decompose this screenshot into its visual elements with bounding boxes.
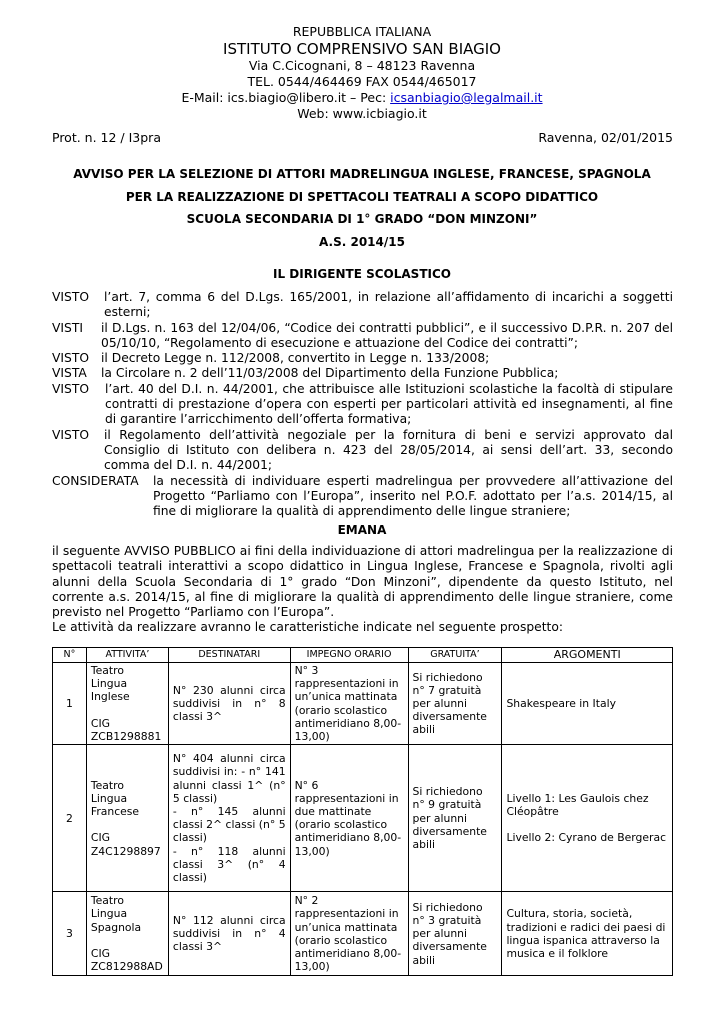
premise-keyword: VISTO xyxy=(52,290,90,304)
notice-intro: Le attività da realizzare avranno le caratteristiche indicate nel seguente prospetto: xyxy=(52,620,564,635)
notice-title xyxy=(0,166,724,256)
table-row xyxy=(53,745,673,892)
dirigente-heading: IL DIRIGENTE SCOLASTICO xyxy=(273,267,451,281)
premise-keyword: CONSIDERATA xyxy=(52,473,139,488)
col-header-gratuita: GRATUITA’ xyxy=(408,648,502,663)
republic-line: REPUBBLICA ITALIANA xyxy=(292,24,432,39)
table-header-row xyxy=(53,648,673,663)
cell-destinatari: N° 112 alunni circa suddivisi in n° 4 classi 3^ xyxy=(168,892,290,976)
cell-attivita: Teatro Lingua Francese CIG Z4C1298897 xyxy=(86,745,168,892)
notice-paragraph: il seguente AVVISO PUBBLICO ai fini della individuazione di attori madrelingua per la realizzazione di spettacoli teatrali interattivi a scopo didattico in Lingua Inglese, Francese e Spagnola, rivolti agli alunni della Scuola Secondaria di 1° grado “Don Minzoni”, dipendente da questo Istituto, nel corrente a.s. 2014/15, al fine di migliorare la qualità di apprendimento delle lingue straniere, come previsto nel Progetto “Parliamo con l’Europa”. xyxy=(52,544,673,620)
letterhead xyxy=(0,24,724,122)
premise-item xyxy=(52,351,673,366)
col-header-argomenti: ARGOMENTI xyxy=(502,648,673,663)
premise-item xyxy=(52,382,673,428)
col-header-destinatari: DESTINATARI xyxy=(168,648,290,663)
premises xyxy=(52,290,673,519)
cell-gratuita: Si richiedono n° 9 gratuità per alunni diversamente abili xyxy=(408,745,502,892)
title-line-2: PER LA REALIZZAZIONE DI SPETTACOLI TEATRALI A SCOPO DIDATTICO xyxy=(125,189,599,204)
cell-attivita: Teatro Lingua Inglese CIG ZCB1298881 xyxy=(86,663,168,745)
school-email-line xyxy=(0,90,724,106)
cell-destinatari: N° 230 alunni circa suddivisi in n° 8 classi 3^ xyxy=(168,663,290,745)
cell-n: 2 xyxy=(53,745,87,892)
premise-item xyxy=(52,366,673,381)
premise-text: il Decreto Legge n. 112/2008, convertito in Legge n. 133/2008; xyxy=(101,351,490,366)
premise-item xyxy=(52,474,673,520)
premise-text: il Regolamento dell’attività negoziale per la fornitura di beni e servizi approvato dal Consiglio di Istituto con delibera n. 423 del 28/05/2014, ai sensi dell’art. 33, secondo comma del D.I. n. 44/2001; xyxy=(104,427,673,473)
school-address: Via C.Cicognani, 8 – 48123 Ravenna xyxy=(248,58,476,73)
col-header-attivita: ATTIVITA’ xyxy=(86,648,168,663)
premise-text: la necessità di individuare esperti madrelingua per provvedere all’attivazione del Progetto “Parliamo con l’Europa”, inserito nel P.O.F. adottato per l’a.s. 2014/15, al fine di migliorare la qualità di apprendimento delle lingue straniere; xyxy=(153,473,673,519)
protocol-row xyxy=(52,130,673,145)
pec-link[interactable]: icsanbiagio@legalmail.it xyxy=(390,90,543,105)
premise-keyword: VISTO xyxy=(52,427,90,442)
place-date: Ravenna, 02/01/2015 xyxy=(538,130,673,145)
cell-gratuita: Si richiedono n° 7 gratuità per alunni diversamente abili xyxy=(408,663,502,745)
cell-argomenti: Livello 1: Les Gaulois chez Cléopâtre Livello 2: Cyrano de Bergerac xyxy=(502,745,673,892)
cell-n: 3 xyxy=(53,892,87,976)
premise-item xyxy=(52,321,673,352)
premise-item xyxy=(52,428,673,474)
premise-item xyxy=(52,290,673,321)
premise-text: l’art. 40 del D.I. n. 44/2001, che attribuisce alle Istituzioni scolastiche la facoltà di stipulare contratti di prestazione d’opera con esperti per particolari attività ed insegnamenti, al fine di garantire l’arricchimento dell’offerta formativa; xyxy=(105,381,673,427)
notice-body xyxy=(52,544,673,636)
title-line-3: SCUOLA SECONDARIA DI 1° GRADO “DON MINZONI” xyxy=(186,212,538,226)
cell-destinatari: N° 404 alunni circa suddivisi in: - n° 141 alunni classi 1^ (n° 5 classi) - n° 145 alunni classi 2^ classi (n° 5 classi) - n° 118 alunni classi 3^ (n° 4 classi) xyxy=(168,745,290,892)
cell-impegno: N° 6 rappresentazioni in due mattinate (orario scolastico antimeridiano 8,00-13,00) xyxy=(290,745,408,892)
title-line-4: A.S. 2014/15 xyxy=(319,234,405,249)
email-text: E-Mail: ics.biagio@libero.it – Pec: xyxy=(181,90,391,105)
col-header-impegno: IMPEGNO ORARIO xyxy=(290,648,408,663)
school-name: ISTITUTO COMPRENSIVO SAN BIAGIO xyxy=(223,40,501,58)
premise-keyword: VISTA xyxy=(52,366,87,381)
cell-argomenti: Shakespeare in Italy xyxy=(502,663,673,745)
premise-keyword: VISTI xyxy=(52,320,83,335)
cell-impegno: N° 2 rappresentazioni in un’unica mattinata (orario scolastico antimeridiano 8,00-13,00) xyxy=(290,892,408,976)
premise-keyword: VISTO xyxy=(52,381,90,396)
school-web: Web: www.icbiagio.it xyxy=(297,106,427,121)
emana-heading: EMANA xyxy=(337,523,387,537)
title-line-1: AVVISO PER LA SELEZIONE DI ATTORI MADRELINGUA INGLESE, FRANCESE, SPAGNOLA xyxy=(73,167,651,181)
premise-text: l’art. 7, comma 6 del D.Lgs. 165/2001, in relazione all’affidamento di incarichi a soggetti esterni; xyxy=(104,290,673,320)
table-row xyxy=(53,663,673,745)
school-phone: TEL. 0544/464469 FAX 0544/465017 xyxy=(247,74,477,89)
premise-keyword: VISTO xyxy=(52,351,90,366)
cell-impegno: N° 3 rappresentazioni in un’unica mattinata (orario scolastico antimeridiano 8,00-13,00) xyxy=(290,663,408,745)
activities-table xyxy=(52,647,673,976)
cell-n: 1 xyxy=(53,663,87,745)
protocol-number: Prot. n. 12 / I3pra xyxy=(52,130,161,145)
premise-text: la Circolare n. 2 dell’11/03/2008 del Dipartimento della Funzione Pubblica; xyxy=(101,366,559,381)
cell-argomenti: Cultura, storia, società, tradizioni e radici dei paesi di lingua ispanica attraverso la musica e il folklore xyxy=(502,892,673,976)
premise-text: il D.Lgs. n. 163 del 12/04/06, “Codice dei contratti pubblici”, e il successivo D.P.R. n. 207 del 05/10/10, “Regolamento di esecuzione e attuazione del Codice dei contratti”; xyxy=(101,320,673,350)
table-row xyxy=(53,892,673,976)
cell-gratuita: Si richiedono n° 3 gratuità per alunni diversamente abili xyxy=(408,892,502,976)
col-header-n: N° xyxy=(53,648,87,663)
cell-attivita: Teatro Lingua Spagnola CIG ZC812988AD xyxy=(86,892,168,976)
